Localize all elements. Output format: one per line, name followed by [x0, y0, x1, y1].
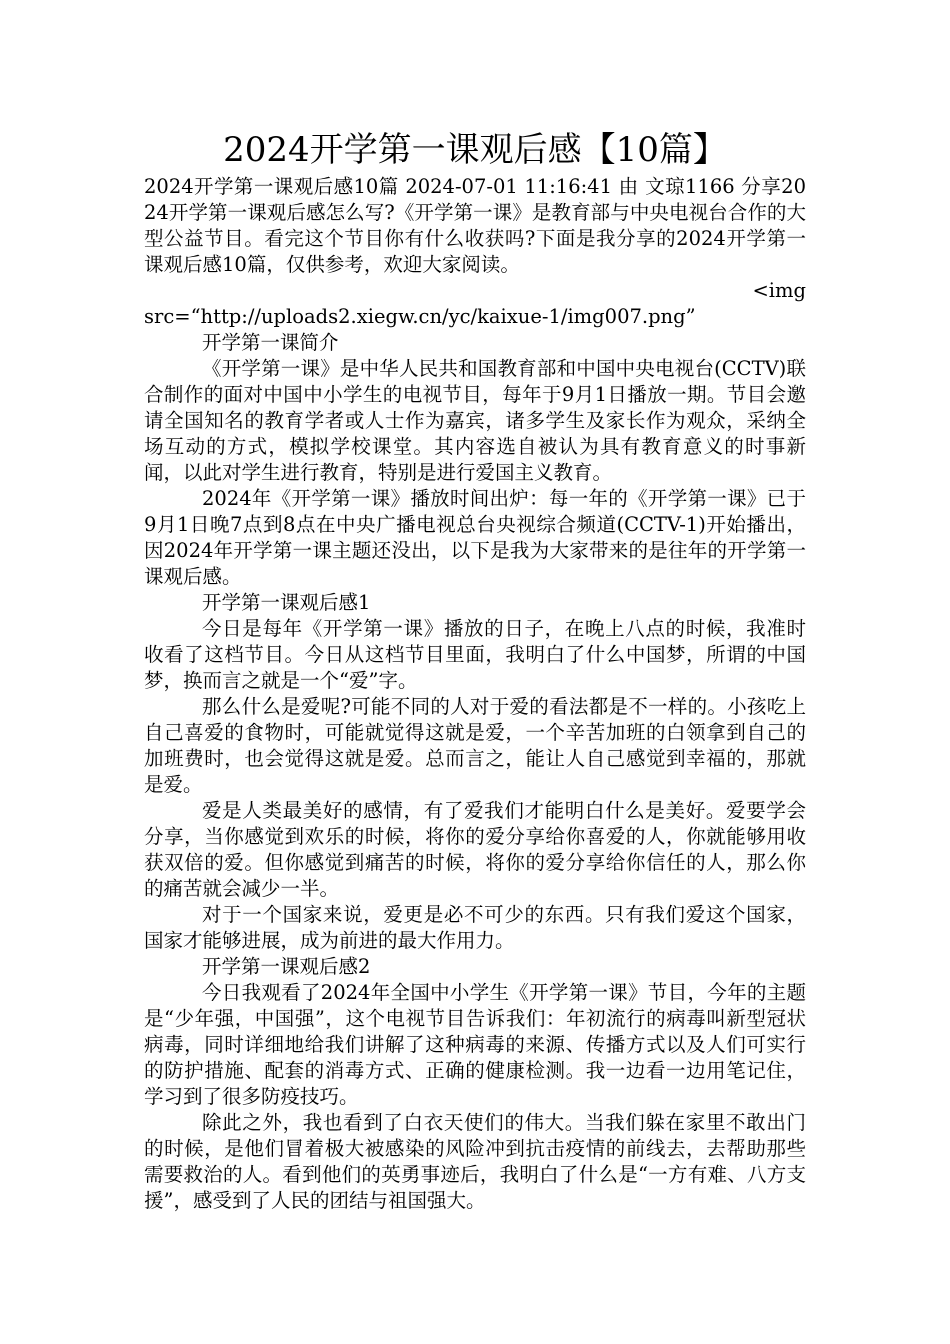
paragraph-program-intro: 《开学第一课》是中华人民共和国教育部和中国中央电视台(CCTV)联合制作的面对中国中小学生的电视节目，每年于9月1日播放一期。节目会邀请全国知名的教育学者或人士作为嘉宾，诸多学生及家长作为观众，采纳全场互动的方式，模拟学校课堂。其内容选自被认为具有教育意义的时事新闻，以此对学生进行教育，特别是进行爱国主义教育。	[144, 357, 806, 484]
section-heading-essay-1: 开学第一课观后感1	[202, 591, 371, 614]
paragraph-essay-1-c: 爱是人类最美好的感情，有了爱我们才能明白什么是美好。爱要学会分享，当你感觉到欢乐的时候，将你的爱分享给你喜爱的人，你就能够用收获双倍的爱。但你感觉到痛苦的时候，将你的爱分享给你信任的人，那么你的痛苦就会减少一半。	[144, 799, 806, 900]
document-page	[144, 128, 806, 1214]
paragraph-essay-2-b: 除此之外，我也看到了白衣天使们的伟大。当我们躲在家里不敢出门的时候，是他们冒着极大被感染的风险冲到抗击疫情的前线去，去帮助那些需要救治的人。看到他们的英勇事迹后，我明白了什么是“一方有难、八方支援”，感受到了人民的团结与祖国强大。	[144, 1111, 806, 1212]
section-heading-intro: 开学第一课简介	[202, 331, 339, 354]
document-title: 2024开学第一课观后感【10篇】	[223, 130, 727, 170]
paragraph-essay-1-a: 今日是每年《开学第一课》播放的日子，在晚上八点的时候，我准时收看了这档节目。今日从这档节目里面，我明白了什么中国梦，所谓的中国梦，换而言之就是一个“爱”字。	[144, 617, 806, 692]
paragraph-broadcast-time: 2024年《开学第一课》播放时间出炉：每一年的《开学第一课》已于9月1日晚7点到8点在中央广播电视总台央视综合频道(CCTV-1)开始播出，因2024年开学第一课主题还没出，以下是我为大家带来的是往年的开学第一课观后感。	[144, 487, 806, 588]
section-heading-essay-2: 开学第一课观后感2	[202, 955, 371, 978]
intro-paragraph: 2024开学第一课观后感10篇 2024-07-01 11:16:41 由 文琼1166 分享2024开学第一课观后感怎么写?《开学第一课》是教育部与中央电视台合作的大型公益节目。看完这个节目你有什么收获吗?下面是我分享的2024开学第一课观后感10篇，仅供参考，欢迎大家阅读。	[144, 175, 806, 276]
img-tag-fragment: <img	[752, 279, 806, 302]
img-src-fragment: src=“http://uploads2.xiegw.cn/yc/kaixue-1/img007.png”	[144, 305, 696, 328]
paragraph-essay-2-a: 今日我观看了2024年全国中小学生《开学第一课》节目，今年的主题是“少年强，中国强”，这个电视节目告诉我们：年初流行的病毒叫新型冠状病毒，同时详细地给我们讲解了这种病毒的来源、传播方式以及人们可实行的防护措施、配套的消毒方式、正确的健康检测。我一边看一边用笔记住，学习到了很多防疫技巧。	[144, 981, 806, 1108]
paragraph-essay-1-d: 对于一个国家来说，爱更是必不可少的东西。只有我们爱这个国家，国家才能够进展，成为前进的最大作用力。	[144, 903, 806, 952]
paragraph-essay-1-b: 那么什么是爱呢?可能不同的人对于爱的看法都是不一样的。小孩吃上自己喜爱的食物时，可能就觉得这就是爱，一个辛苦加班的白领拿到自己的加班费时，也会觉得这就是爱。总而言之，能让人自己感觉到幸福的，那就是爱。	[144, 695, 806, 796]
